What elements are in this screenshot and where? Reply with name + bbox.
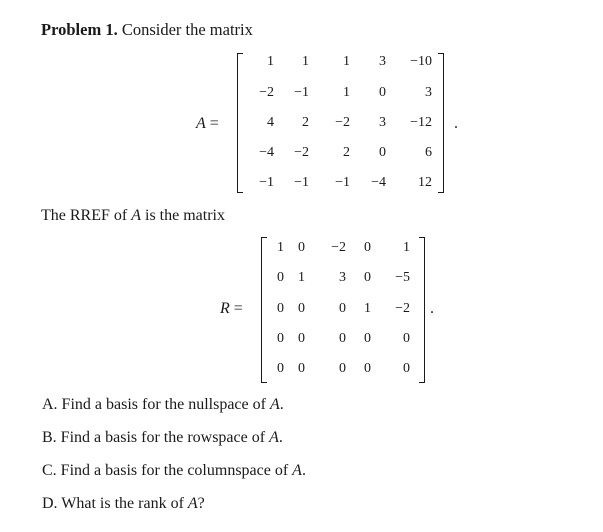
question-c-var: A bbox=[292, 462, 302, 479]
question-b bbox=[42, 429, 283, 447]
question-a-suffix: . bbox=[279, 396, 284, 413]
matrix-r-cell-r4-c2: 0 bbox=[298, 331, 305, 346]
matrix-r-cell-r5-c5: 0 bbox=[403, 361, 410, 376]
question-b-suffix: . bbox=[278, 429, 283, 446]
matrix-a-cell-r3-c1: 4 bbox=[267, 115, 274, 130]
question-a-var: A bbox=[269, 396, 280, 413]
matrix-a-cell-r1-c4: 3 bbox=[379, 54, 386, 69]
matrix-a-cell-r5-c5: 12 bbox=[418, 175, 432, 190]
matrix-r-cell-r1-c2: 0 bbox=[298, 240, 305, 255]
matrix-r-cell-r5-c3: 0 bbox=[339, 361, 346, 376]
question-a-text: A. Find a basis for the nullspace of bbox=[42, 396, 266, 413]
matrix-a-period: . bbox=[454, 115, 458, 132]
matrix-a-equals: = bbox=[209, 115, 219, 132]
matrix-r-cell-r1-c1: 1 bbox=[277, 240, 284, 255]
matrix-r-cell-r3-c5: −2 bbox=[395, 301, 410, 316]
matrix-r-cell-r5-c4: 0 bbox=[364, 361, 371, 376]
matrix-r-cell-r1-c4: 0 bbox=[364, 240, 371, 255]
matrix-r-cell-r4-c3: 0 bbox=[339, 331, 346, 346]
question-b-var: A bbox=[269, 429, 279, 446]
question-a bbox=[42, 396, 284, 414]
matrix-a-right-bracket bbox=[438, 53, 444, 193]
matrix-r-period: . bbox=[430, 300, 434, 317]
rref-statement-after: is the matrix bbox=[145, 207, 225, 224]
matrix-r-cell-r2-c3: 3 bbox=[339, 270, 346, 285]
matrix-r-name: R bbox=[220, 300, 230, 317]
matrix-a-cell-r4-c2: −2 bbox=[294, 145, 309, 160]
matrix-r-cell-r4-c5: 0 bbox=[403, 331, 410, 346]
matrix-a-cell-r4-c1: −4 bbox=[259, 145, 274, 160]
matrix-r-cell-r1-c3: −2 bbox=[331, 240, 346, 255]
matrix-a-cell-r2-c3: 1 bbox=[343, 85, 350, 100]
question-b-text: B. Find a basis for the rowspace of bbox=[42, 429, 266, 446]
problem-heading bbox=[41, 20, 253, 40]
matrix-a-cell-r2-c2: −1 bbox=[294, 85, 309, 100]
matrix-a-cell-r5-c3: −1 bbox=[335, 175, 350, 190]
matrix-r-cell-r3-c4: 1 bbox=[364, 301, 371, 316]
matrix-r-cell-r3-c3: 0 bbox=[339, 301, 346, 316]
question-c bbox=[42, 462, 306, 480]
matrix-r-cell-r2-c4: 0 bbox=[364, 270, 371, 285]
question-c-text: C. Find a basis for the columnspace of bbox=[42, 462, 289, 479]
matrix-r-cell-r2-c5: −5 bbox=[395, 270, 410, 285]
question-d-var: A bbox=[187, 495, 198, 512]
problem-label: Problem bbox=[41, 20, 102, 39]
matrix-a-cell-r4-c3: 2 bbox=[343, 145, 350, 160]
question-d-suffix: ? bbox=[197, 495, 205, 512]
matrix-a-name: A bbox=[196, 115, 206, 132]
matrix-a-cell-r5-c2: −1 bbox=[294, 175, 309, 190]
matrix-a-cell-r1-c2: 1 bbox=[302, 54, 309, 69]
matrix-a-cell-r3-c4: 3 bbox=[379, 115, 386, 130]
matrix-r-cell-r3-c1: 0 bbox=[277, 301, 284, 316]
rref-statement-var: A bbox=[131, 207, 141, 224]
matrix-a-cell-r5-c4: −4 bbox=[371, 175, 386, 190]
matrix-r-cell-r2-c2: 1 bbox=[298, 270, 305, 285]
question-c-suffix: . bbox=[301, 462, 306, 479]
matrix-a-cell-r3-c3: −2 bbox=[335, 115, 350, 130]
matrix-a-cell-r4-c5: 6 bbox=[425, 145, 432, 160]
matrix-a-cell-r2-c1: −2 bbox=[259, 85, 274, 100]
matrix-a-cell-r5-c1: −1 bbox=[259, 175, 274, 190]
matrix-r-cell-r4-c1: 0 bbox=[277, 331, 284, 346]
matrix-a-cell-r1-c1: 1 bbox=[267, 54, 274, 69]
matrix-a-cell-r2-c4: 0 bbox=[379, 85, 386, 100]
matrix-r-cell-r5-c2: 0 bbox=[298, 361, 305, 376]
matrix-r-cell-r4-c4: 0 bbox=[364, 331, 371, 346]
problem-number: 1. bbox=[105, 20, 118, 39]
matrix-r-cell-r5-c1: 0 bbox=[277, 361, 284, 376]
matrix-r-right-bracket bbox=[419, 237, 425, 383]
problem-intro: Consider the matrix bbox=[121, 20, 253, 39]
question-d-text: D. What is the rank of bbox=[42, 495, 184, 512]
matrix-r-label bbox=[220, 300, 243, 318]
matrix-a-cell-r3-c2: 2 bbox=[302, 115, 309, 130]
matrix-a-cell-r4-c4: 0 bbox=[379, 145, 386, 160]
matrix-a-cell-r2-c5: 3 bbox=[425, 85, 432, 100]
matrix-r-cell-r3-c2: 0 bbox=[298, 301, 305, 316]
matrix-r-cell-r2-c1: 0 bbox=[277, 270, 284, 285]
matrix-r-cell-r1-c5: 1 bbox=[403, 240, 410, 255]
matrix-r-equals: = bbox=[233, 300, 243, 317]
rref-statement bbox=[41, 207, 225, 225]
question-d bbox=[42, 495, 205, 513]
matrix-a-label bbox=[196, 115, 219, 133]
rref-statement-before: The RREF of bbox=[41, 207, 128, 224]
matrix-a-cell-r3-c5: −12 bbox=[410, 115, 432, 130]
matrix-a-cell-r1-c5: −10 bbox=[410, 54, 432, 69]
matrix-a-cell-r1-c3: 1 bbox=[343, 54, 350, 69]
